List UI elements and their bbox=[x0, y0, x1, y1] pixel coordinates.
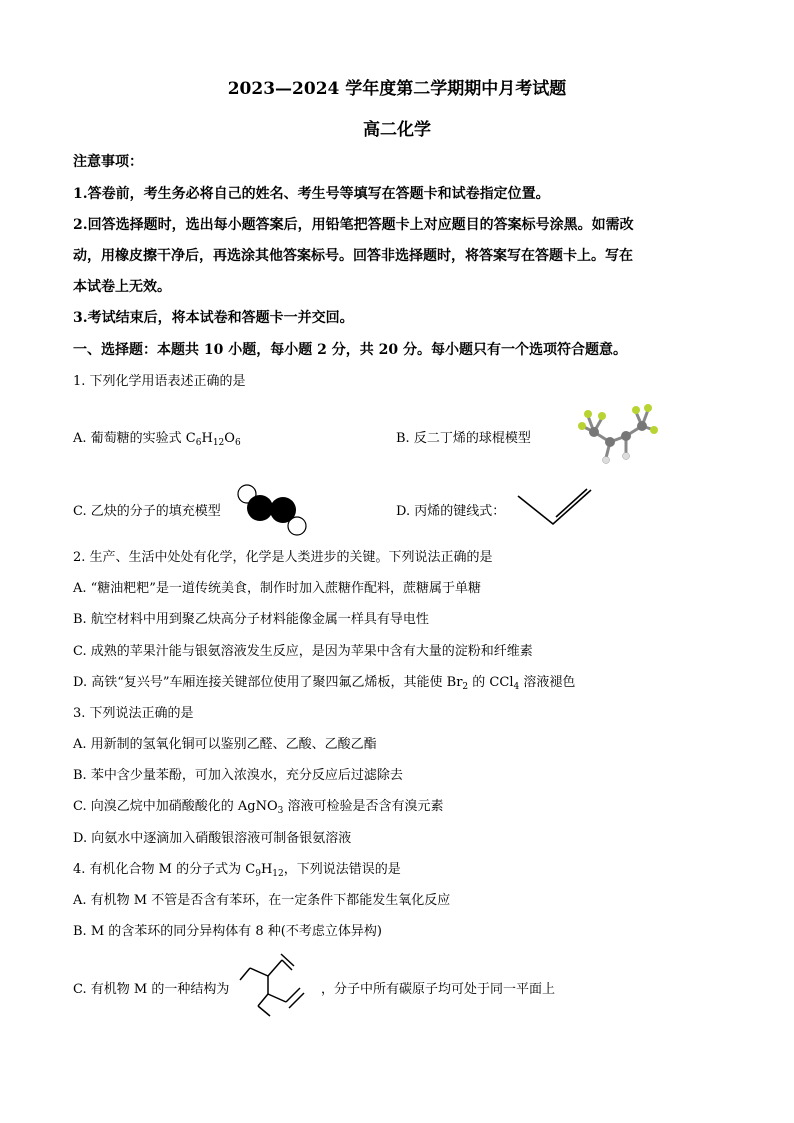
exam-title: 2023—2024 学年度第二学期期中月考试题 bbox=[227, 79, 567, 99]
acetylene-space-filling-model bbox=[233, 482, 311, 538]
trivinyl-methane-skeletal-structure bbox=[236, 950, 316, 1018]
note-2-line-1: 2.回答选择题时，选出每小题答案后，用铅笔把答题卡上对应题目的答案标号涂黑。如需改 bbox=[73, 217, 634, 233]
q2-option-d: D. 高铁“复兴号”车厢连接关键部位使用了聚四氟乙烯板，其能使 $Br_2$ 的 CCl$_4$ 溶液褪色 bbox=[73, 675, 576, 692]
q1-option-a: A. 葡萄糖的实验式 $C_6H_{12}O_6$ bbox=[73, 431, 241, 448]
q3-option-c: C. 向溴乙烷中加硝酸酸化的 AgNO$_3$ 溶液可检验是否含有溴元素 bbox=[73, 799, 444, 816]
subject-title: 高二化学 bbox=[363, 120, 431, 140]
q3-stem: 3. 下列说法正确的是 bbox=[73, 706, 194, 721]
q3-option-d: D. 向氨水中逐滴加入硝酸银溶液可制备银氨溶液 bbox=[73, 831, 352, 846]
q2-stem: 2. 生产、生活中处处有化学，化学是人类进步的关键。下列说法正确的是 bbox=[73, 550, 493, 565]
q1-stem: 1. 下列化学用语表述正确的是 bbox=[73, 374, 246, 389]
q4-stem: 4. 有机化合物 M 的分子式为 $C_9H_{12}$，下列说法错误的是 bbox=[73, 862, 401, 879]
q2-option-c: C. 成熟的苹果汁能与银氨溶液发生反应，是因为苹果中含有大量的淀粉和纤维素 bbox=[73, 644, 533, 659]
note-2-line-3: 本试卷上无效。 bbox=[73, 279, 171, 295]
q3-option-b: B. 苯中含少量苯酚，可加入浓溴水，充分反应后过滤除去 bbox=[73, 768, 403, 783]
trans-2-butene-ball-stick-model bbox=[568, 402, 660, 468]
q4-option-c-prefix: C. 有机物 M 的一种结构为 bbox=[73, 982, 230, 997]
q1-option-c: C. 乙炔的分子的填充模型 bbox=[73, 504, 221, 519]
note-2-line-2: 动，用橡皮擦干净后，再选涂其他答案标号。回答非选择题时，将答案写在答题卡上。写在 bbox=[73, 248, 633, 264]
q2-option-a: A. “糖油粑粑”是一道传统美食，制作时加入蔗糖作配料，蔗糖属于单糖 bbox=[73, 581, 481, 596]
q1-option-d: D. 丙烯的键线式： bbox=[396, 504, 506, 519]
q2-option-b: B. 航空材料中用到聚乙炔高分子材料能像金属一样具有导电性 bbox=[73, 612, 429, 627]
q4-option-a: A. 有机物 M 不管是否含有苯环，在一定条件下都能发生氧化反应 bbox=[73, 893, 451, 908]
notes-heading: 注意事项： bbox=[73, 154, 143, 170]
q4-option-b: B. M 的含苯环的同分异构体有 8 种(不考虑立体异构) bbox=[73, 924, 382, 939]
q3-option-a: A. 用新制的氢氧化铜可以鉴别乙醛、乙酸、乙酸乙酯 bbox=[73, 737, 377, 752]
q1-option-b: B. 反二丁烯的球棍模型 bbox=[396, 431, 531, 446]
note-1: 1.答卷前，考生务必将自己的姓名、考生号等填写在答题卡和试卷指定位置。 bbox=[73, 186, 550, 202]
q4-option-c-suffix: ，分子中所有碳原子均可处于同一平面上 bbox=[321, 982, 556, 997]
section-heading: 一、选择题：本题共 10 小题，每小题 2 分，共 20 分。每小题只有一个选项符合题意。 bbox=[73, 342, 627, 358]
propene-skeletal-formula bbox=[515, 484, 597, 530]
note-3: 3.考试结束后，将本试卷和答题卡一并交回。 bbox=[73, 310, 354, 326]
